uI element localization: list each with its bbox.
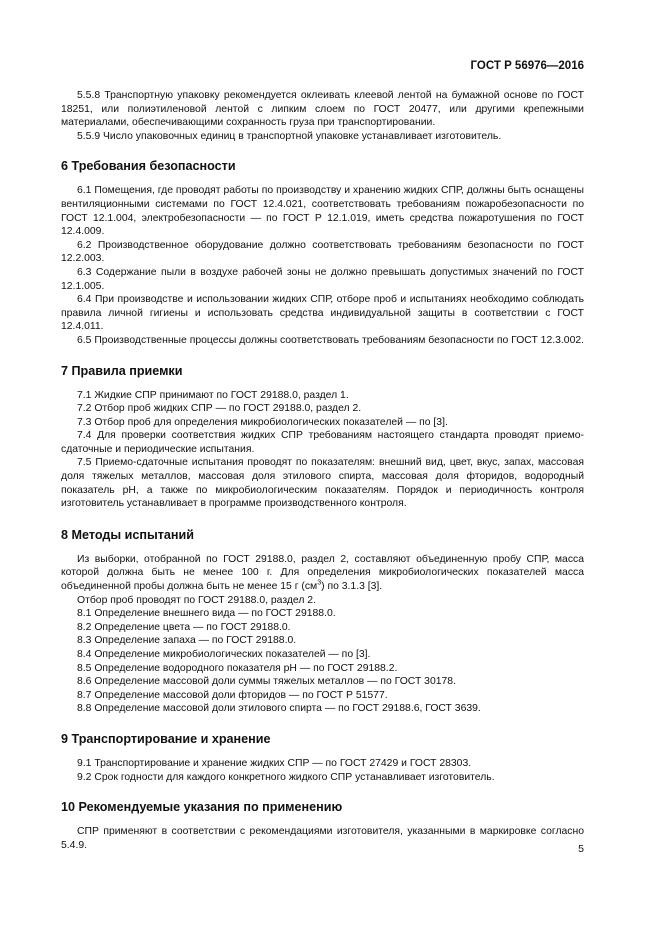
paragraph-8-8: 8.8 Определение массовой доли этилового спирта — по ГОСТ 29188.6, ГОСТ 3639. (77, 703, 481, 715)
document-header: ГОСТ Р 56976—2016 (470, 60, 584, 72)
paragraph-7-1: 7.1 Жидкие СПР принимают по ГОСТ 29188.0, раздел 1. (77, 389, 349, 401)
section-6-heading: 6 Требования безопасности (61, 159, 236, 174)
superscript-3: 3 (317, 579, 322, 587)
paragraph-6-5: 6.5 Производственные процессы должны соответствовать требованиям безопасности по ГОСТ 12.3.002. (77, 334, 585, 346)
paragraph-9-2: 9.2 Срок годности для каждого конкретного жидкого СПР устанавливает изготовитель. (77, 771, 495, 783)
paragraph-10: СПР применяют в соответствии с рекомендациями изготовителя, указанными в маркировке согласно 5.4.9. (61, 826, 584, 851)
paragraph-7-5: 7.5 Приемо-сдаточные испытания проводят по показателям: внешний вид, цвет, вкус, запах, массовая доля тяжелых металлов, массовая доля этилового спирта, массовая доля фторидов, водородный показатель pH, а также по микробиологическим показателям. Порядок и периодичность контроля изготовитель устанавливает в программе производственного контроля. (61, 457, 584, 510)
paragraph-8-4: 8.4 Определение микробиологических показателей — по [3]. (77, 649, 371, 660)
page-number: 5 (578, 843, 584, 855)
paragraph-8-sampling: Отбор проб проводят по ГОСТ 29188.0, раздел 2. (77, 594, 316, 606)
paragraph-9-1: 9.1 Транспортирование и хранение жидких СПР — по ГОСТ 27429 и ГОСТ 28303. (77, 757, 472, 769)
paragraph-6-1: 6.1 Помещения, где проводят работы по производству и хранению жидких СПР, должны быть оснащены вентиляционными системами по ГОСТ 12.4.021, соответствовать требованиям пожаробезопасности по ГОСТ 12.1.004, электробезопасности — по ГОСТ Р 12.1.019, иметь средства пожаротушения по ГОСТ 12.4.009. (61, 185, 584, 238)
paragraph-6-2: 6.2 Производственное оборудование должно соответствовать требованиям безопасности по ГОСТ 12.2.003. (61, 239, 584, 265)
paragraph-6-3: 6.3 Содержание пыли в воздухе рабочей зоны не должно превышать допустимых значений по ГОСТ 12.1.005. (61, 266, 584, 292)
paragraph-7-3: 7.3 Отбор проб для определения микробиологических показателей — по [3]. (77, 416, 448, 428)
paragraph-8-intro-text: Из выборки, отобранной по ГОСТ 29188.0, раздел 2, составляют объединенную пробу СПР, масса которой должна быть не менее 100 г. Для определения микробиологических показателей масса объединенной пробы должна быть не менее 15 г (см (61, 553, 584, 593)
document-body (61, 89, 584, 852)
paragraph-8-intro (61, 553, 584, 594)
paragraph-8-7: 8.7 Определение массовой доли фторидов — по ГОСТ Р 51577. (77, 689, 388, 701)
paragraph-7-2: 7.2 Отбор проб жидких СПР — по ГОСТ 29188.0, раздел 2. (77, 403, 362, 415)
paragraph-8-5: 8.5 Определение водородного показателя pH — по ГОСТ 29188.2. (77, 662, 398, 674)
paragraph-5-5-8: 5.5.8 Транспортную упаковку рекомендуется оклеивать клеевой лентой на бумажной основе по ГОСТ 18251, или полиэтиленовой лентой с липким слоем по ГОСТ 20477, или другими крепежными материалами, обеспечивающими сохранность груза при транспортировании. (61, 90, 584, 129)
section-8-heading: 8 Методы испытаний (61, 527, 194, 542)
paragraph-6-4: 6.4 При производстве и использовании жидких СПР, отборе проб и испытаниях необходимо соблюдать правила личной гигиены и использовать средства индивидуальной защиты в соответствии с ГОСТ 12.4.011. (61, 294, 584, 333)
paragraph-8-6: 8.6 Определение массовой доли суммы тяжелых металлов — по ГОСТ 30178. (77, 676, 456, 688)
section-7-heading: 7 Правила приемки (61, 363, 183, 378)
paragraph-8-1: 8.1 Определение внешнего вида — по ГОСТ 29188.0. (77, 608, 336, 620)
paragraph-8-2: 8.2 Определение цвета — по ГОСТ 29188.0. (77, 621, 291, 633)
paragraph-8-3: 8.3 Определение запаха — по ГОСТ 29188.0. (77, 635, 297, 647)
paragraph-7-4: 7.4 Для проверки соответствия жидких СПР требованиям настоящего стандарта проводят приемо-сдаточные и периодические испытания. (61, 430, 584, 455)
paragraph-5-5-9: 5.5.9 Число упаковочных единиц в транспортной упаковке устанавливает изготовитель. (77, 130, 502, 142)
paragraph-8-intro-tail: ) по 3.1.3 [3]. (321, 581, 383, 593)
section-10-heading: 10 Рекомендуемые указания по применению (61, 800, 343, 815)
section-9-heading: 9 Транспортирование и хранение (61, 731, 271, 746)
